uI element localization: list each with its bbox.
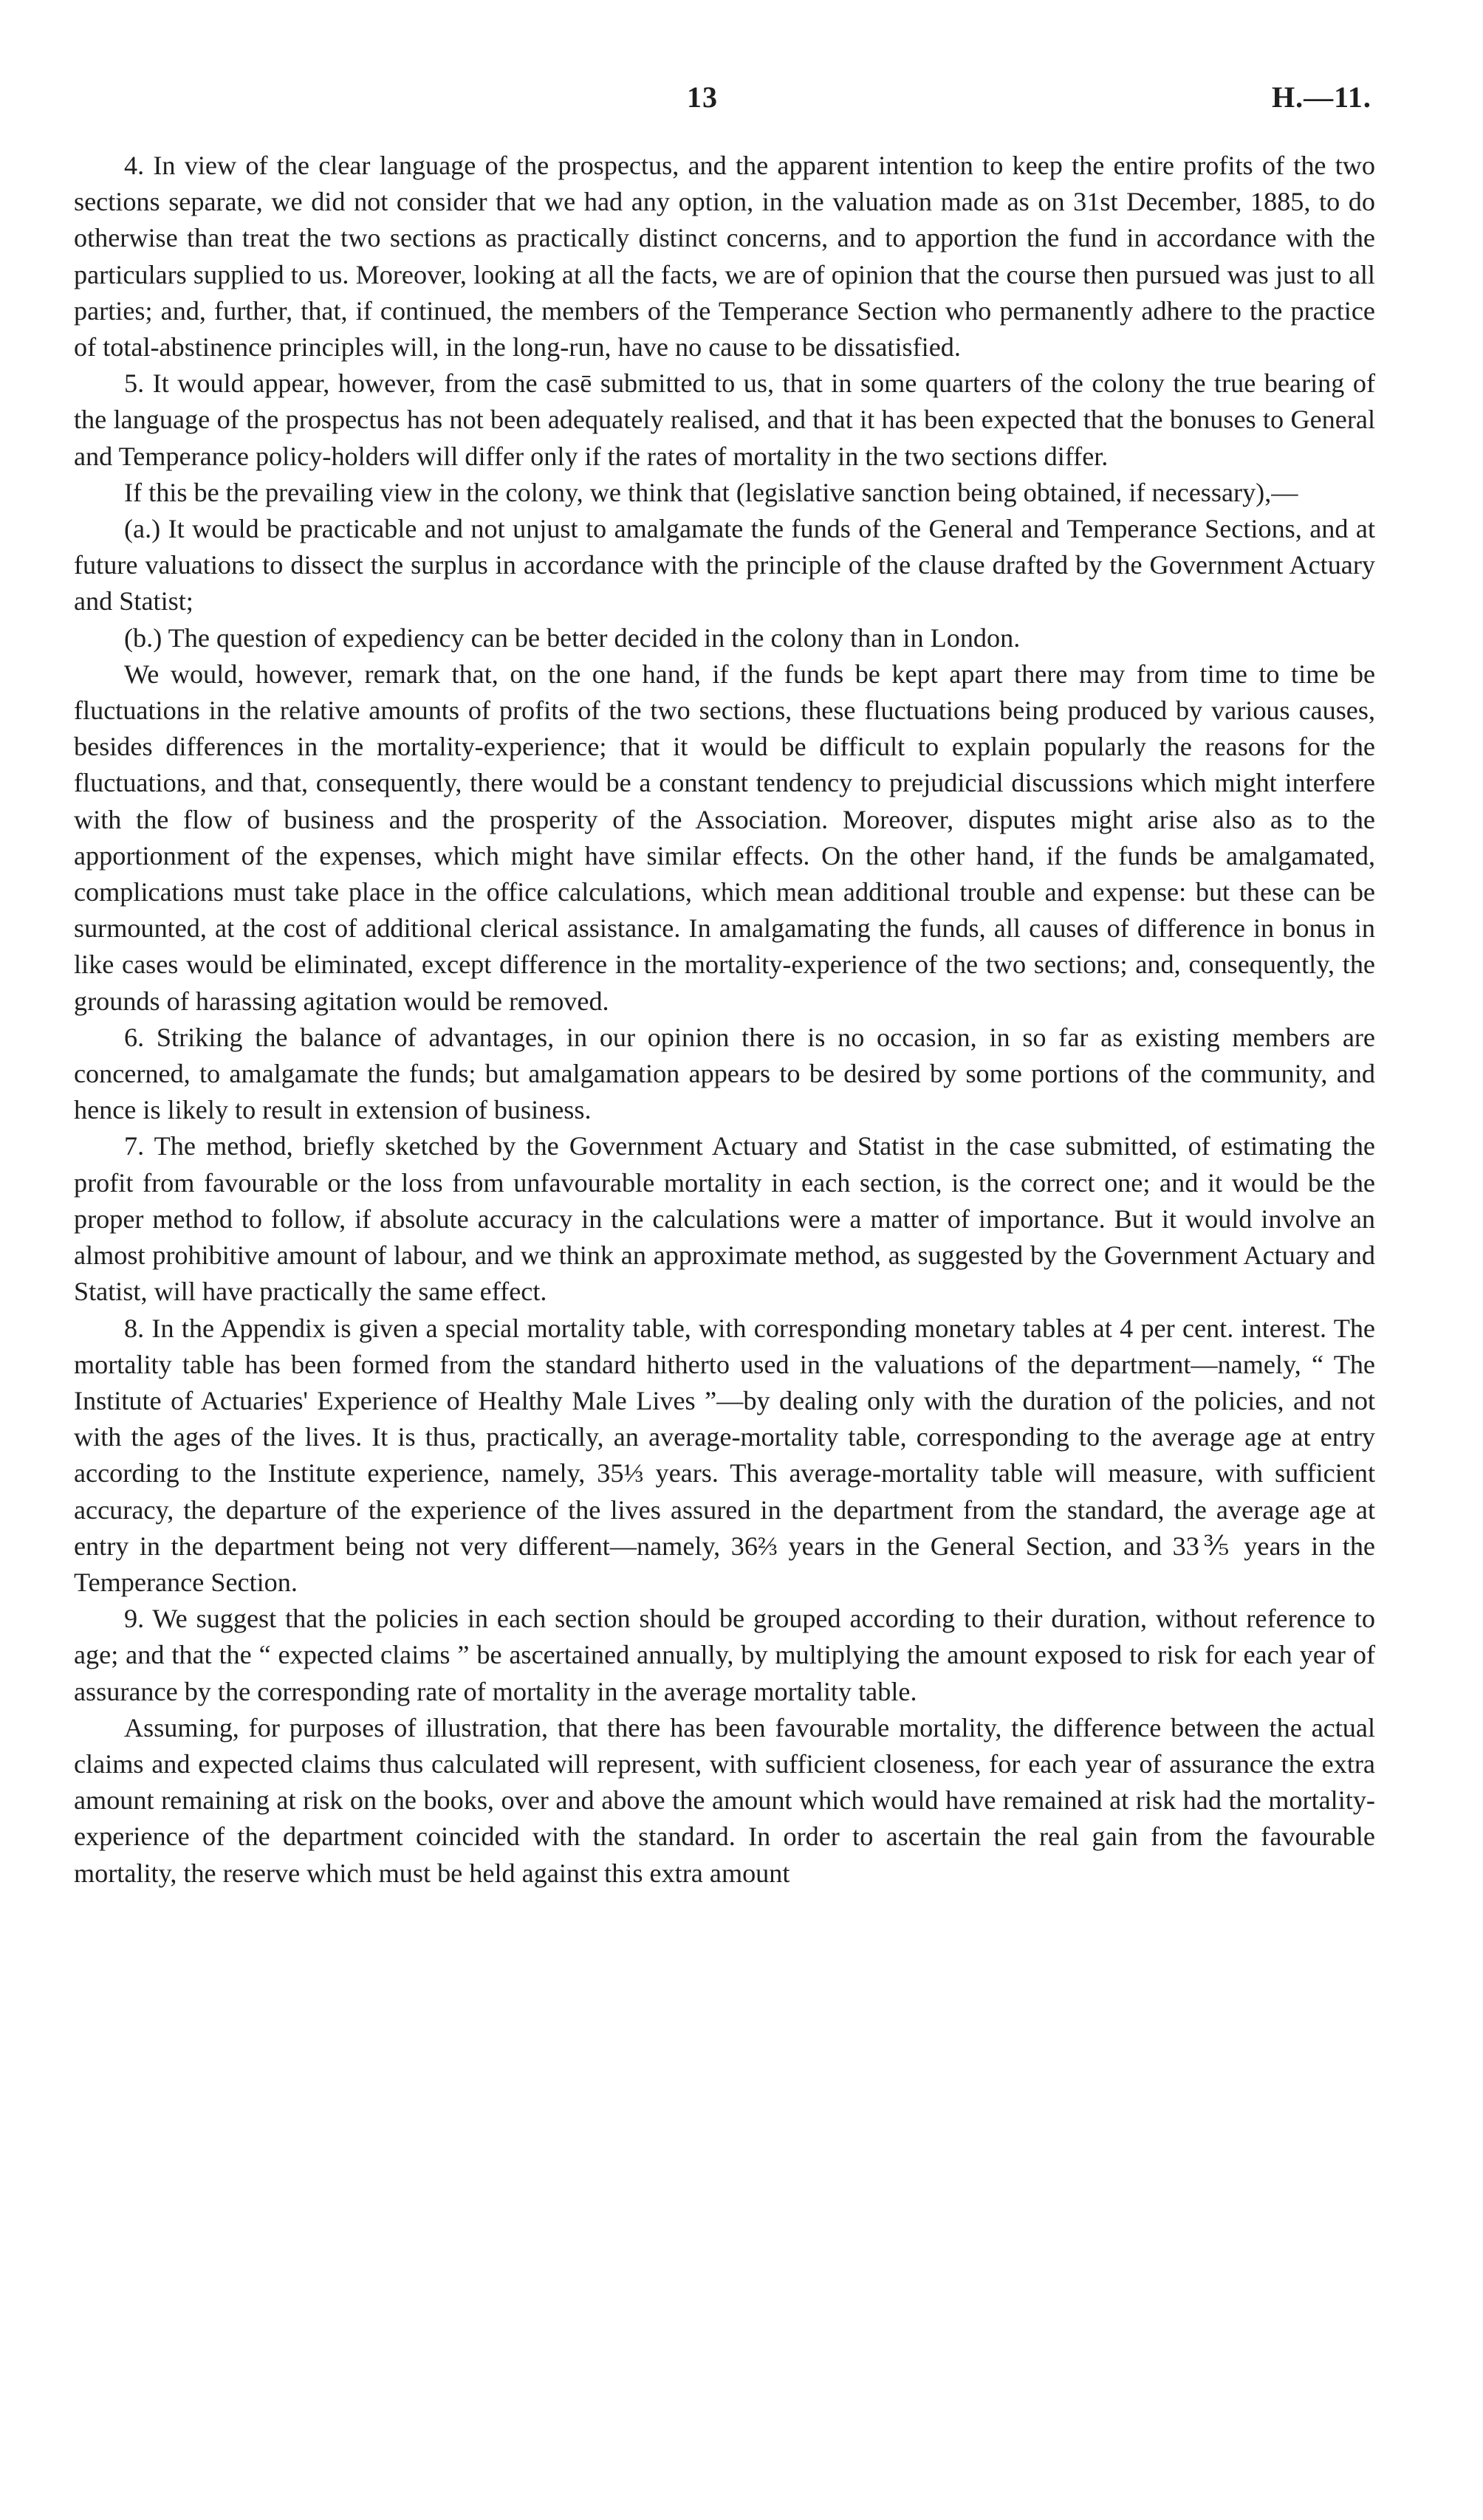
document-reference: H.—11. xyxy=(1272,80,1371,114)
paragraph-8: 8. In the Appendix is given a special mortality table, with corresponding monetary tables at 4 per cent. interest. The mortality table has been formed from the standard hitherto used in the valuations of the department—namely, “ The Institute of Actuaries' Experience of Healthy Male Lives ”—by dealing only with the duration of the policies, and not with the ages of the lives. It is thus, practically, an average-mortality table, corresponding to the average age at entry according to the Institute experience, namely, 35⅓ years. This average-mortality table will measure, with sufficient accuracy, the departure of the experience of the lives assured in the department from the standard, the average age at entry in the department being not very different—namely, 36⅔ years in the General Section, and 33⅗ years in the Temperance Section. xyxy=(74,1313,1375,1597)
clause-b: (b.) The question of expediency can be better decided in the colony than in London. xyxy=(124,622,1021,653)
paragraph-7: 7. The method, briefly sketched by the Government Actuary and Statist in the case submitted, of estimating the profit from favourable or the loss from unfavourable mortality in each section, is the correct one; and it would be the proper method to follow, if absolute accuracy in the calculations were a matter of importance. But it would involve an almost prohibitive amount of labour, and we think an approximate method, as suggested by the Government Actuary and Statist, will have practically the same effect. xyxy=(74,1131,1375,1307)
page-number: 13 xyxy=(687,80,718,114)
paragraph-illustration: Assuming, for purposes of illustration, that there has been favourable mortality, the difference between the actual claims and expected claims thus calculated will represent, with sufficient closeness, for each year of assurance the extra amount remaining at risk on the books, over and above the amount which would have remained at risk had the mortality-experience of the department coincided with the standard. In order to ascertain the real gain from the favourable mortality, the reserve which must be held against this extra amount xyxy=(74,1712,1375,1888)
paragraph-4: 4. In view of the clear language of the prospectus, and the apparent intention to keep the entire profits of the two sections separate, we did not consider that we had any option, in the valuation made as on 31st December, 1885, to do otherwise than treat the two sections as practically distinct concerns, and to apportion the fund in accordance with the particulars supplied to us. Moreover, looking at all the facts, we are of opinion that the course then pursued was just to all parties; and, further, that, if continued, the members of the Temperance Section who permanently adhere to the practice of total-abstinence principles will, in the long-run, have no cause to be dissatisfied. xyxy=(74,151,1375,363)
paragraph-prevailing-view: If this be the prevailing view in the colony, we think that (legislative sanction being obtained, if necessary),— xyxy=(124,477,1298,507)
page-header xyxy=(0,80,1483,124)
clause-a: (a.) It would be practicable and not unjust to amalgamate the funds of the General and Temperance Sections, and at future valuations to dissect the surplus in accordance with the principle of the clause drafted by the Government Actuary and Statist; xyxy=(74,514,1375,617)
paragraph-9: 9. We suggest that the policies in each section should be grouped according to their duration, without reference to age; and that the “ expected claims ” be ascertained annually, by multiplying the amount exposed to risk for each year of assurance by the corresponding rate of mortality in the average mortality table. xyxy=(74,1604,1375,1706)
document-body xyxy=(74,148,1375,1892)
paragraph-5: 5. It would appear, however, from the casē submitted to us, that in some quarters of the colony the true bearing of the language of the prospectus has not been adequately realised, and that it has been expected that the bonuses to General and Temperance policy-holders will differ only if the rates of mortality in the two sections differ. xyxy=(74,368,1375,471)
paragraph-6: 6. Striking the balance of advantages, in our opinion there is no occasion, in so far as existing members are concerned, to amalgamate the funds; but amalgamation appears to be desired by some portions of the community, and hence is likely to result in extension of business. xyxy=(74,1022,1375,1125)
paragraph-remark: We would, however, remark that, on the one hand, if the funds be kept apart there may from time to time be fluctuations in the relative amounts of profits of the two sections, these fluctuations being produced by various causes, besides differences in the mortality-experience; that it would be difficult to explain popularly the reasons for the fluctuations, and that, consequently, there would be a constant tendency to prejudicial discussions which might interfere with the flow of business and the prosperity of the Association. Moreover, disputes might arise also as to the apportionment of the expenses, which might have similar effects. On the other hand, if the funds be amalgamated, complications must take place in the office calculations, which mean additional trouble and expense: but these can be surmounted, at the cost of additional clerical assistance. In amalgamating the funds, all causes of difference in bonus in like cases would be eliminated, except difference in the mortality-experience of the two sections; and, consequently, the grounds of harassing agitation would be removed. xyxy=(74,659,1375,1016)
